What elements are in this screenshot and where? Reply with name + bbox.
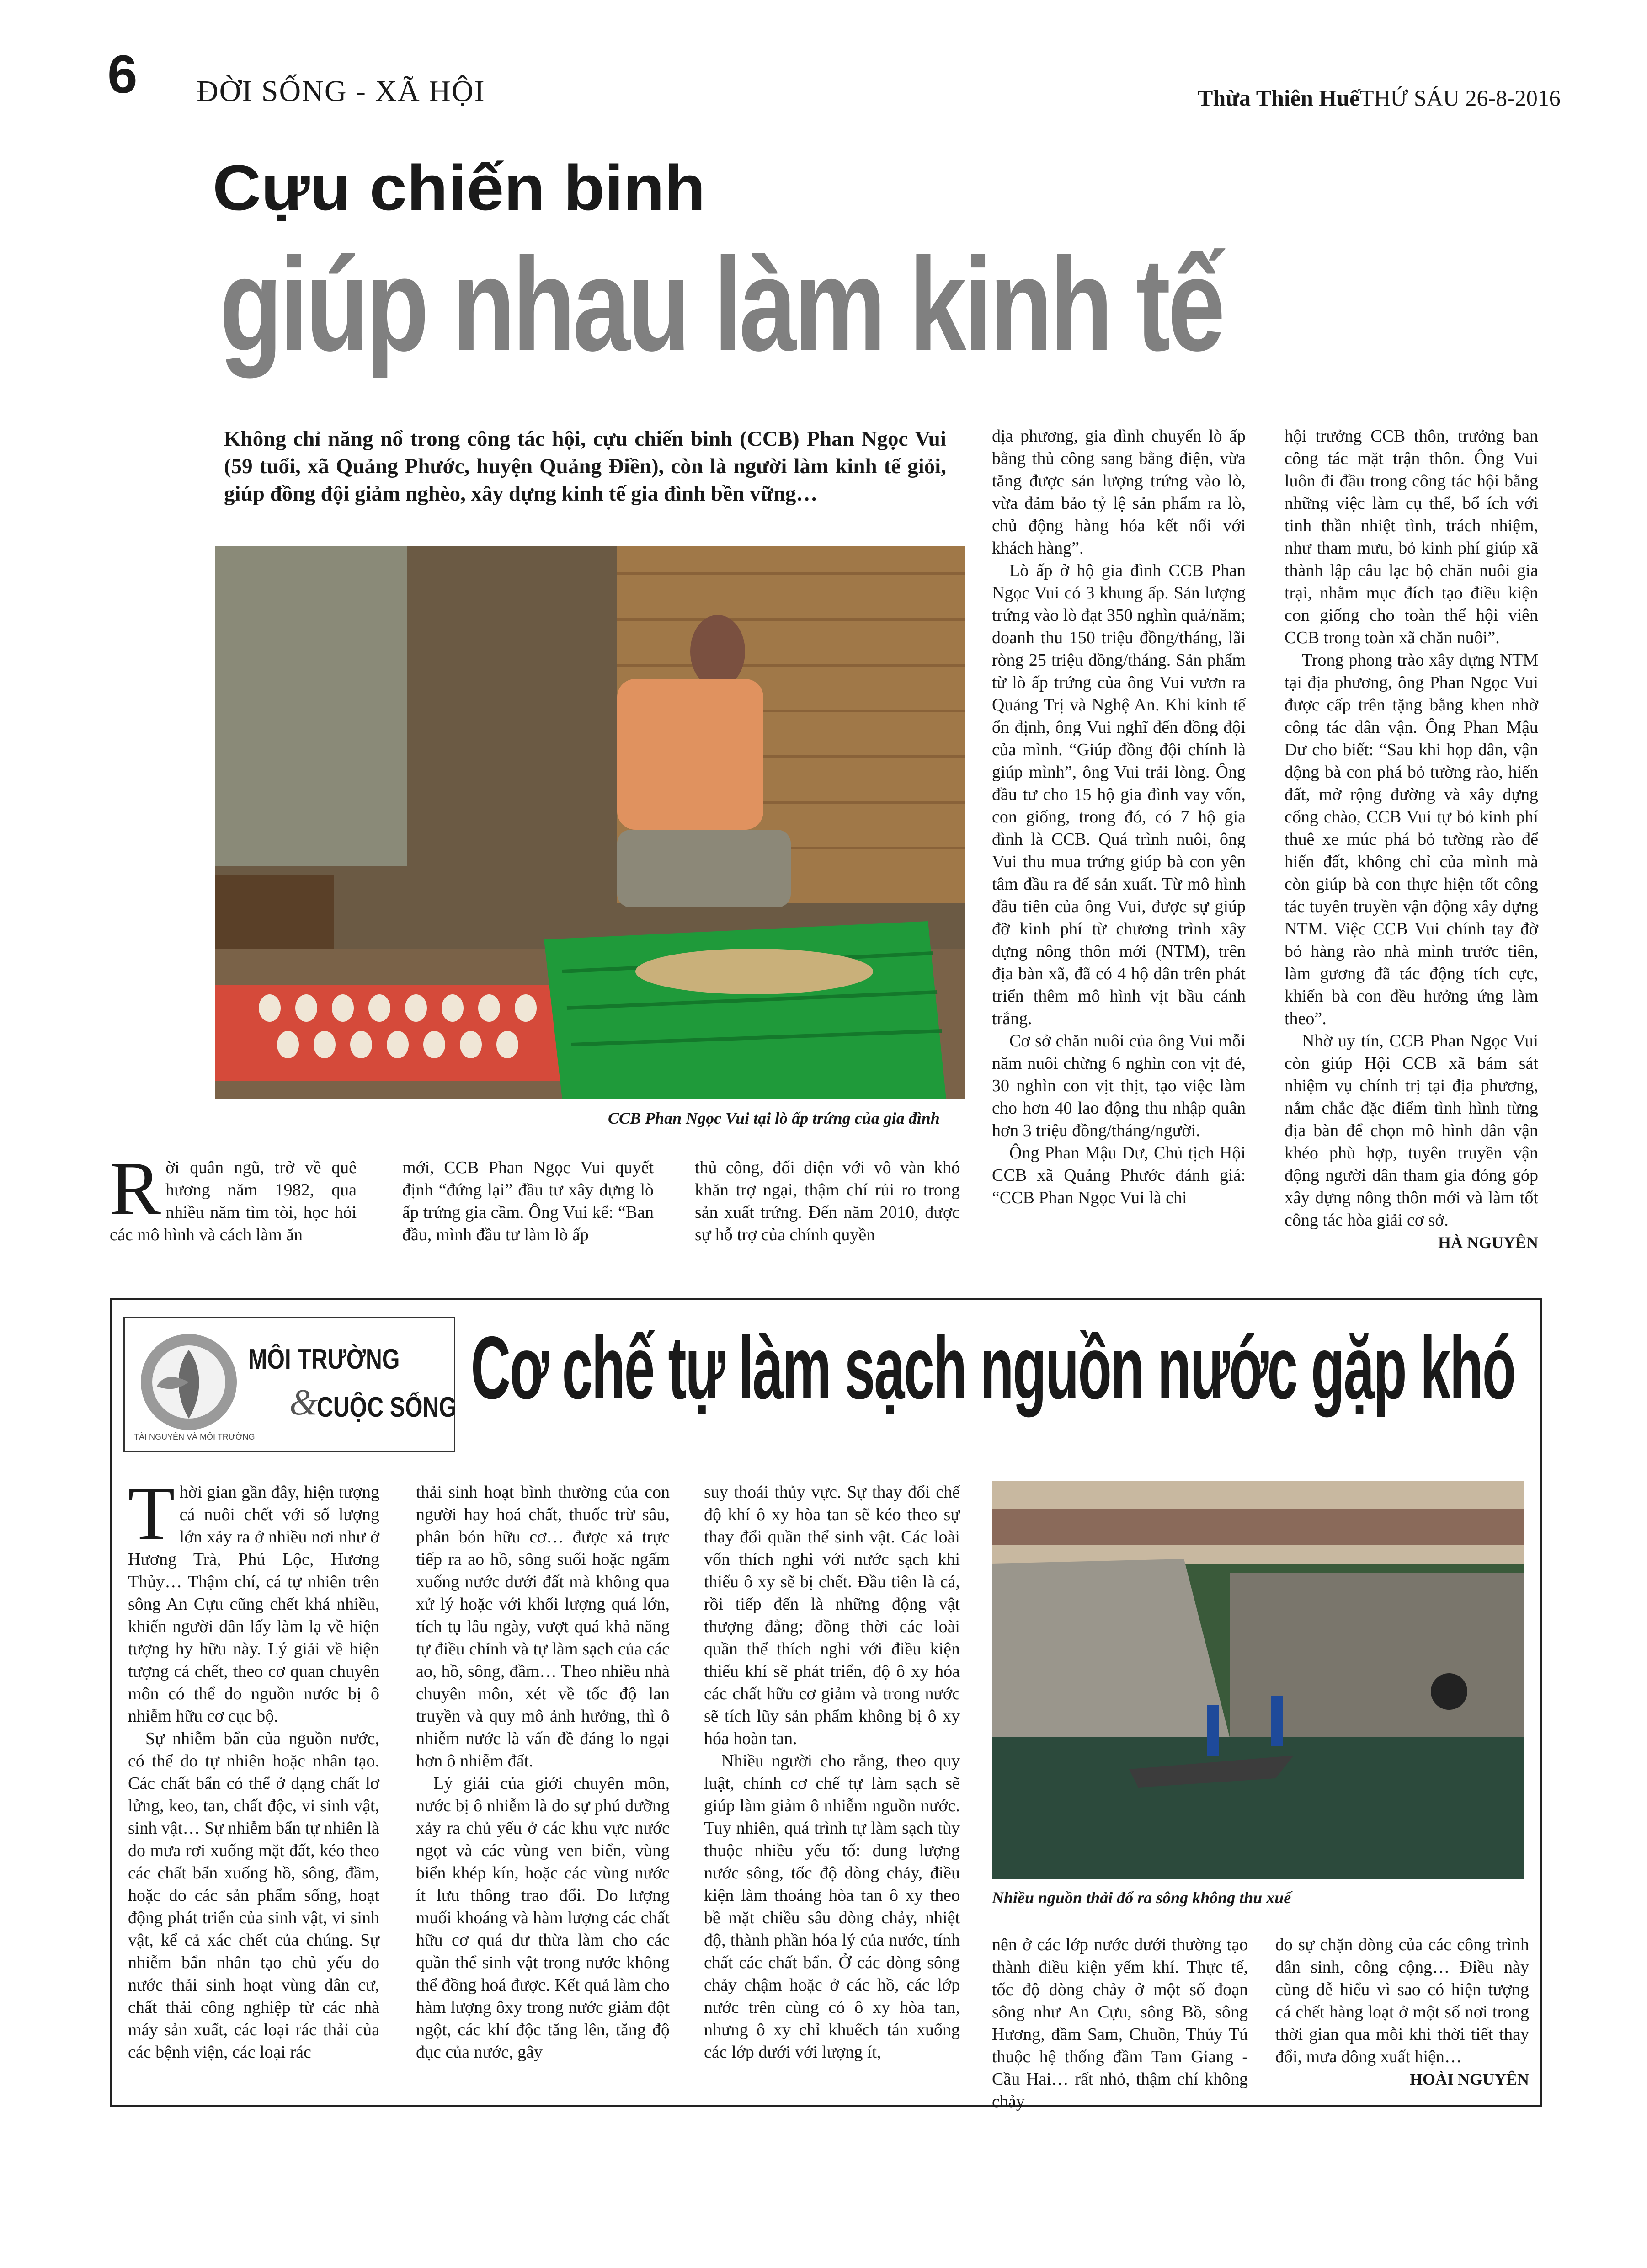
article1-lead: Không chỉ năng nổ trong công tác hội, cựu chiến binh (CCB) Phan Ngọc Vui (59 tuổi, xã Quảng Phước, huyện Quảng Điền), còn là người làm kinh tế giỏi, giúp đồng đội giảm nghèo, xây dựng kinh tế gia đình bền vững… [224, 427, 946, 506]
paragraph-text: hời gian gần đây, hiện tượng cá nuôi chết với số lượng lớn xảy ra ở nhiều nơi như ở Hương Trà, Phú Lộc, Hương Thủy… Thậm chí, cá tự nhiên trên sông An Cựu cũng chết khá nhiều, khiến người dân lấy làm lạ về hiện tượng hy hữu này. Lý giải về hiện tượng cá chết, theo cơ quan chuyên môn có thể do nguồn nước bị ô nhiễm hữu cơ cục bộ. [128, 1483, 379, 1726]
egg-incubator-illustration [215, 546, 965, 1099]
article2-col1 [128, 1471, 379, 2064]
article2-col5 [1275, 1934, 1529, 2091]
section-title: ĐỜI SỐNG - XÃ HỘI [197, 75, 485, 108]
article1-col4 [992, 425, 1246, 1209]
logo-ring-text: TÀI NGUYÊN VÀ MÔI TRƯỜNG [134, 1432, 255, 1441]
article2-photo [992, 1481, 1524, 1879]
article1-drop-cap: R [110, 1146, 161, 1231]
article2-col4: nên ở các lớp nước dưới thường tạo thành điều kiện yếm khí. Thực tế, tốc độ dòng chảy ở một số đoạn sông như An Cựu, sông Bồ, sông Hương, đầm Sam, Chuồn, Thủy Tú thuộc hệ thống đầm Tam Giang - Cầu Hai… rất nhỏ, thậm chí không chảy [992, 1935, 1248, 2111]
paragraph: hội trưởng CCB thôn, trưởng ban công tác mặt trận thôn. Ông Vui luôn đi đầu trong công tác hội bằng những việc làm cụ thể, bổ ích với tinh thần nhiệt tình, trách nhiệm, như tham mưu, bỏ kinh phí giúp xã thành lập câu lạc bộ chăn nuôi gia trại, nhằm mục đích tạo điều kiện con giống cho toàn thể hội viên CCB trong toàn xã chăn nuôi”. [1285, 427, 1538, 647]
issue-date: THỨ SÁU 26-8-2016 [1360, 85, 1561, 111]
logo-amp: & [289, 1382, 318, 1423]
logo-line2: CUỘC SỐNG [317, 1392, 457, 1423]
paragraph: Lò ấp ở hộ gia đình CCB Phan Ngọc Vui có 3 khung ấp. Sản lượng trứng vào lò đạt 350 nghìn quả/năm; doanh thu 150 triệu đồng/tháng, lãi ròng 25 triệu đồng/tháng. Sản phẩm từ lò ấp trứng của ông Vui vươn ra Quảng Trị và Nghệ An. Khi kinh tế ổn định, ông Vui nghĩ đến đồng đội của mình. “Giúp đồng đội chính là giúp mình”, ông Vui trải lòng. Ông đầu tư cho 15 hộ gia đình vay vốn, con giống, trong đó, có 7 hộ gia đình là CCB. Quá trình nuôi, ông Vui thu mua trứng giúp bà con yên tâm đầu ra để sản xuất. Từ mô hình đầu tiên của ông Vui, được sự giúp đỡ kinh phí từ chương trình xây dựng nông thôn mới (NTM), trên địa bàn xã, đã có 4 hộ dân trên phát triển thêm mô hình vịt bầu cánh trắng. [992, 561, 1246, 1028]
paragraph: do sự chặn dòng của các công trình dân sinh, công cộng… Điều này cũng dễ hiểu vì sao có hiện tượng cá chết hàng loạt ở một số nơi trong thời gian qua mỗi khi thời tiết thay đổi, mưa dông xuất hiện… [1275, 1935, 1529, 2066]
paragraph: Nhờ uy tín, CCB Phan Ngọc Vui còn giúp Hội CCB xã bám sát nhiệm vụ chính trị tại địa phương, nắm chắc đặc điểm tình hình từng địa bàn để chọn mô hình dân vận khéo phù hợp, tuyên truyền vận động người dân tham gia đóng góp xây dựng nông thôn mới và làm tốt công tác hòa giải cơ sở. [1285, 1031, 1538, 1230]
article1-col1-text: ời quân ngũ, trở về quê hương năm 1982, qua nhiều năm tìm tòi, học hỏi các mô hình và cách làm ăn [110, 1158, 357, 1244]
article2-col2 [416, 1481, 670, 2064]
paragraph: Lý giải của giới chuyên môn, nước bị ô nhiễm là do sự phú dưỡng xảy ra chủ yếu ở các khu vực nước ngọt và các vùng ven biển, vùng biển khép kín, hoặc các vùng nước ít lưu thông trao đổi. Do lượng muối khoáng và hàm lượng các chất hữu cơ quá dư thừa làm cho các quần thể sinh vật trong nước không thể đồng hoá được. Kết quả làm cho hàm lượng ôxy trong nước giảm đột ngột, các khí độc tăng lên, tăng độ đục của nước, gây [416, 1774, 670, 2062]
article1-col5 [1285, 425, 1538, 1254]
paragraph [128, 1471, 379, 1728]
article2-photo-caption: Nhiều nguồn thải đổ ra sông không thu xuế [992, 1889, 1291, 1907]
paragraph: suy thoái thủy vực. Sự thay đổi chế độ khí ô xy hòa tan sẽ kéo theo sự thay đổi quần thể sinh vật. Các loài vốn thích nghi với nước sạch khi thiếu ô xy sẽ bị chết. Đầu tiên là cá, rồi tiếp đến là những động vật thượng đẳng; đồng thời các loài quần thể thích nghi với điều kiện thiếu khí sẽ phát triển, độ ô xy hóa các chất hữu cơ giảm và trong nước sẽ tích lũy sản phẩm không bị ô xy hóa hoàn tan. [704, 1483, 960, 1748]
article1-photo [215, 546, 965, 1099]
article1-byline: HÀ NGUYÊN [1438, 1233, 1538, 1252]
column-logo [123, 1317, 455, 1452]
article1-col1 [110, 1146, 357, 1246]
logo-line1: MÔI TRƯỜNG [248, 1344, 400, 1375]
paragraph: thải sinh hoạt bình thường của con người hay hoá chất, thuốc trừ sâu, phân bón hữu cơ… được xả trực tiếp ra ao hồ, sông suối hoặc ngấm xuống nước dưới đất mà không qua xử lý hoặc với khối lượng quá lớn, tích tụ lâu ngày, vượt quá khả năng tự điều chỉnh và tự làm sạch của các ao, hồ, sông, đầm… Theo nhiều nhà chuyên môn, xét về tốc độ lan truyền và quy mô ảnh hưởng, thì ô nhiễm nước là vấn đề đáng lo ngại hơn ô nhiễm đất. [416, 1483, 670, 1771]
paragraph: Cơ sở chăn nuôi của ông Vui mỗi năm nuôi chừng 6 nghìn con vịt đẻ, 30 nghìn con vịt thịt, tạo việc làm cho hơn 40 lao động thu nhập quân hơn 3 triệu đồng/tháng/người. [992, 1031, 1246, 1140]
article2-byline: HOÀI NGUYÊN [1409, 2070, 1529, 2088]
article1-col2: mới, CCB Phan Ngọc Vui quyết định “đứng lại” đầu tư xây dựng lò ấp trứng gia cầm. Ông Vui kể: “Ban đầu, mình đầu tư làm lò ấp [402, 1158, 654, 1244]
paragraph: Nhiều người cho rằng, theo quy luật, chính cơ chế tự làm sạch sẽ giúp làm giảm ô nhiễm nguồn nước. Tuy nhiên, quá trình tự làm sạch tùy thuộc nhiều yếu tố: dung lượng nước sông, tốc độ dòng chảy, điều kiện làm thoáng hòa tan ô xy theo bề mặt chiều sâu dòng chảy, nhiệt độ, thành phần hóa lý của nước, tính chất các chất bẩn. Ở các dòng sông chảy chậm hoặc ở các hồ, các lớp nước trên cùng có ô xy hòa tan, nhưng ô xy chỉ khuếch tán xuống các lớp dưới với lượng ít, [704, 1751, 960, 2062]
article1-title: giúp nhau làm kinh tế [219, 230, 1222, 379]
newspaper-name: Thừa Thiên Huế [1198, 85, 1360, 111]
river-pollution-illustration [992, 1481, 1524, 1879]
paragraph: Trong phong trào xây dựng NTM tại địa phương, ông Phan Ngọc Vui được cấp trên tặng bằng khen nhờ công tác dân vận. Ông Phan Mậu Dư cho biết: “Sau khi họp dân, vận động bà con phá bỏ tường rào, hiến đất, mở rộng đường và xây dựng cổng chào, CCB Vui tự bỏ kinh phí thuê xe múc phá bỏ tường rào để hiến đất, không chỉ của mình mà còn giúp bà con thực hiện tốt công tác tuyên truyền vận động xây dựng NTM. Việc CCB Vui chính tay đờ bỏ hàng rào nhà mình trước tiên, làm gương đã tác động tích cực, khiến bà con đều hưởng ứng làm theo”. [1285, 651, 1538, 1028]
page-number: 6 [107, 44, 138, 105]
article1-kicker: Cựu chiến binh [213, 152, 706, 224]
article1-col3: thủ công, đối diện với vô vàn khó khăn trợ ngại, thậm chí rủi ro trong sản xuất trứng. Đến năm 2010, được sự hỗ trợ của chính quyền [695, 1158, 960, 1244]
article2-drop-cap: T [128, 1471, 175, 1556]
paragraph: Sự nhiễm bẩn của nguồn nước, có thể do tự nhiên hoặc nhân tạo. Các chất bẩn có thể ở dạng chất lơ lửng, keo, tan, chất độc, vi sinh vật, sinh vật… Sự nhiễm bẩn tự nhiên là do mưa rơi xuống mặt đất, kéo theo các chất bẩn xuống hồ, sông, đầm, hoặc do các sản phẩm sống, hoạt động phát triển của sinh vật, vi sinh vật, kể cả xác chết của chúng. Sự nhiễm bẩn nhân tạo chủ yếu do nước thải sinh hoạt vùng dân cư, chất thải công nghiệp từ các nhà máy sản xuất, các loại rác thải của các bệnh viện, các loại rác [128, 1729, 379, 2062]
article2-col3 [704, 1481, 960, 2064]
paragraph: địa phương, gia đình chuyển lò ấp bằng thủ công sang bằng điện, vừa tăng được sản lượng trứng vào lò, vừa đảm bảo tỷ lệ sản phẩm ra lò, chủ động hàng hóa kết nối với khách hàng”. [992, 427, 1246, 558]
article1-photo-caption: CCB Phan Ngọc Vui tại lò ấp trứng của gia đình [608, 1109, 940, 1127]
article2-title: Cơ chế tự làm sạch nguồn nước gặp khó [471, 1318, 1515, 1418]
paragraph: Ông Phan Mậu Dư, Chủ tịch Hội CCB xã Quảng Phước đánh giá: “CCB Phan Ngọc Vui là chi [992, 1143, 1246, 1207]
